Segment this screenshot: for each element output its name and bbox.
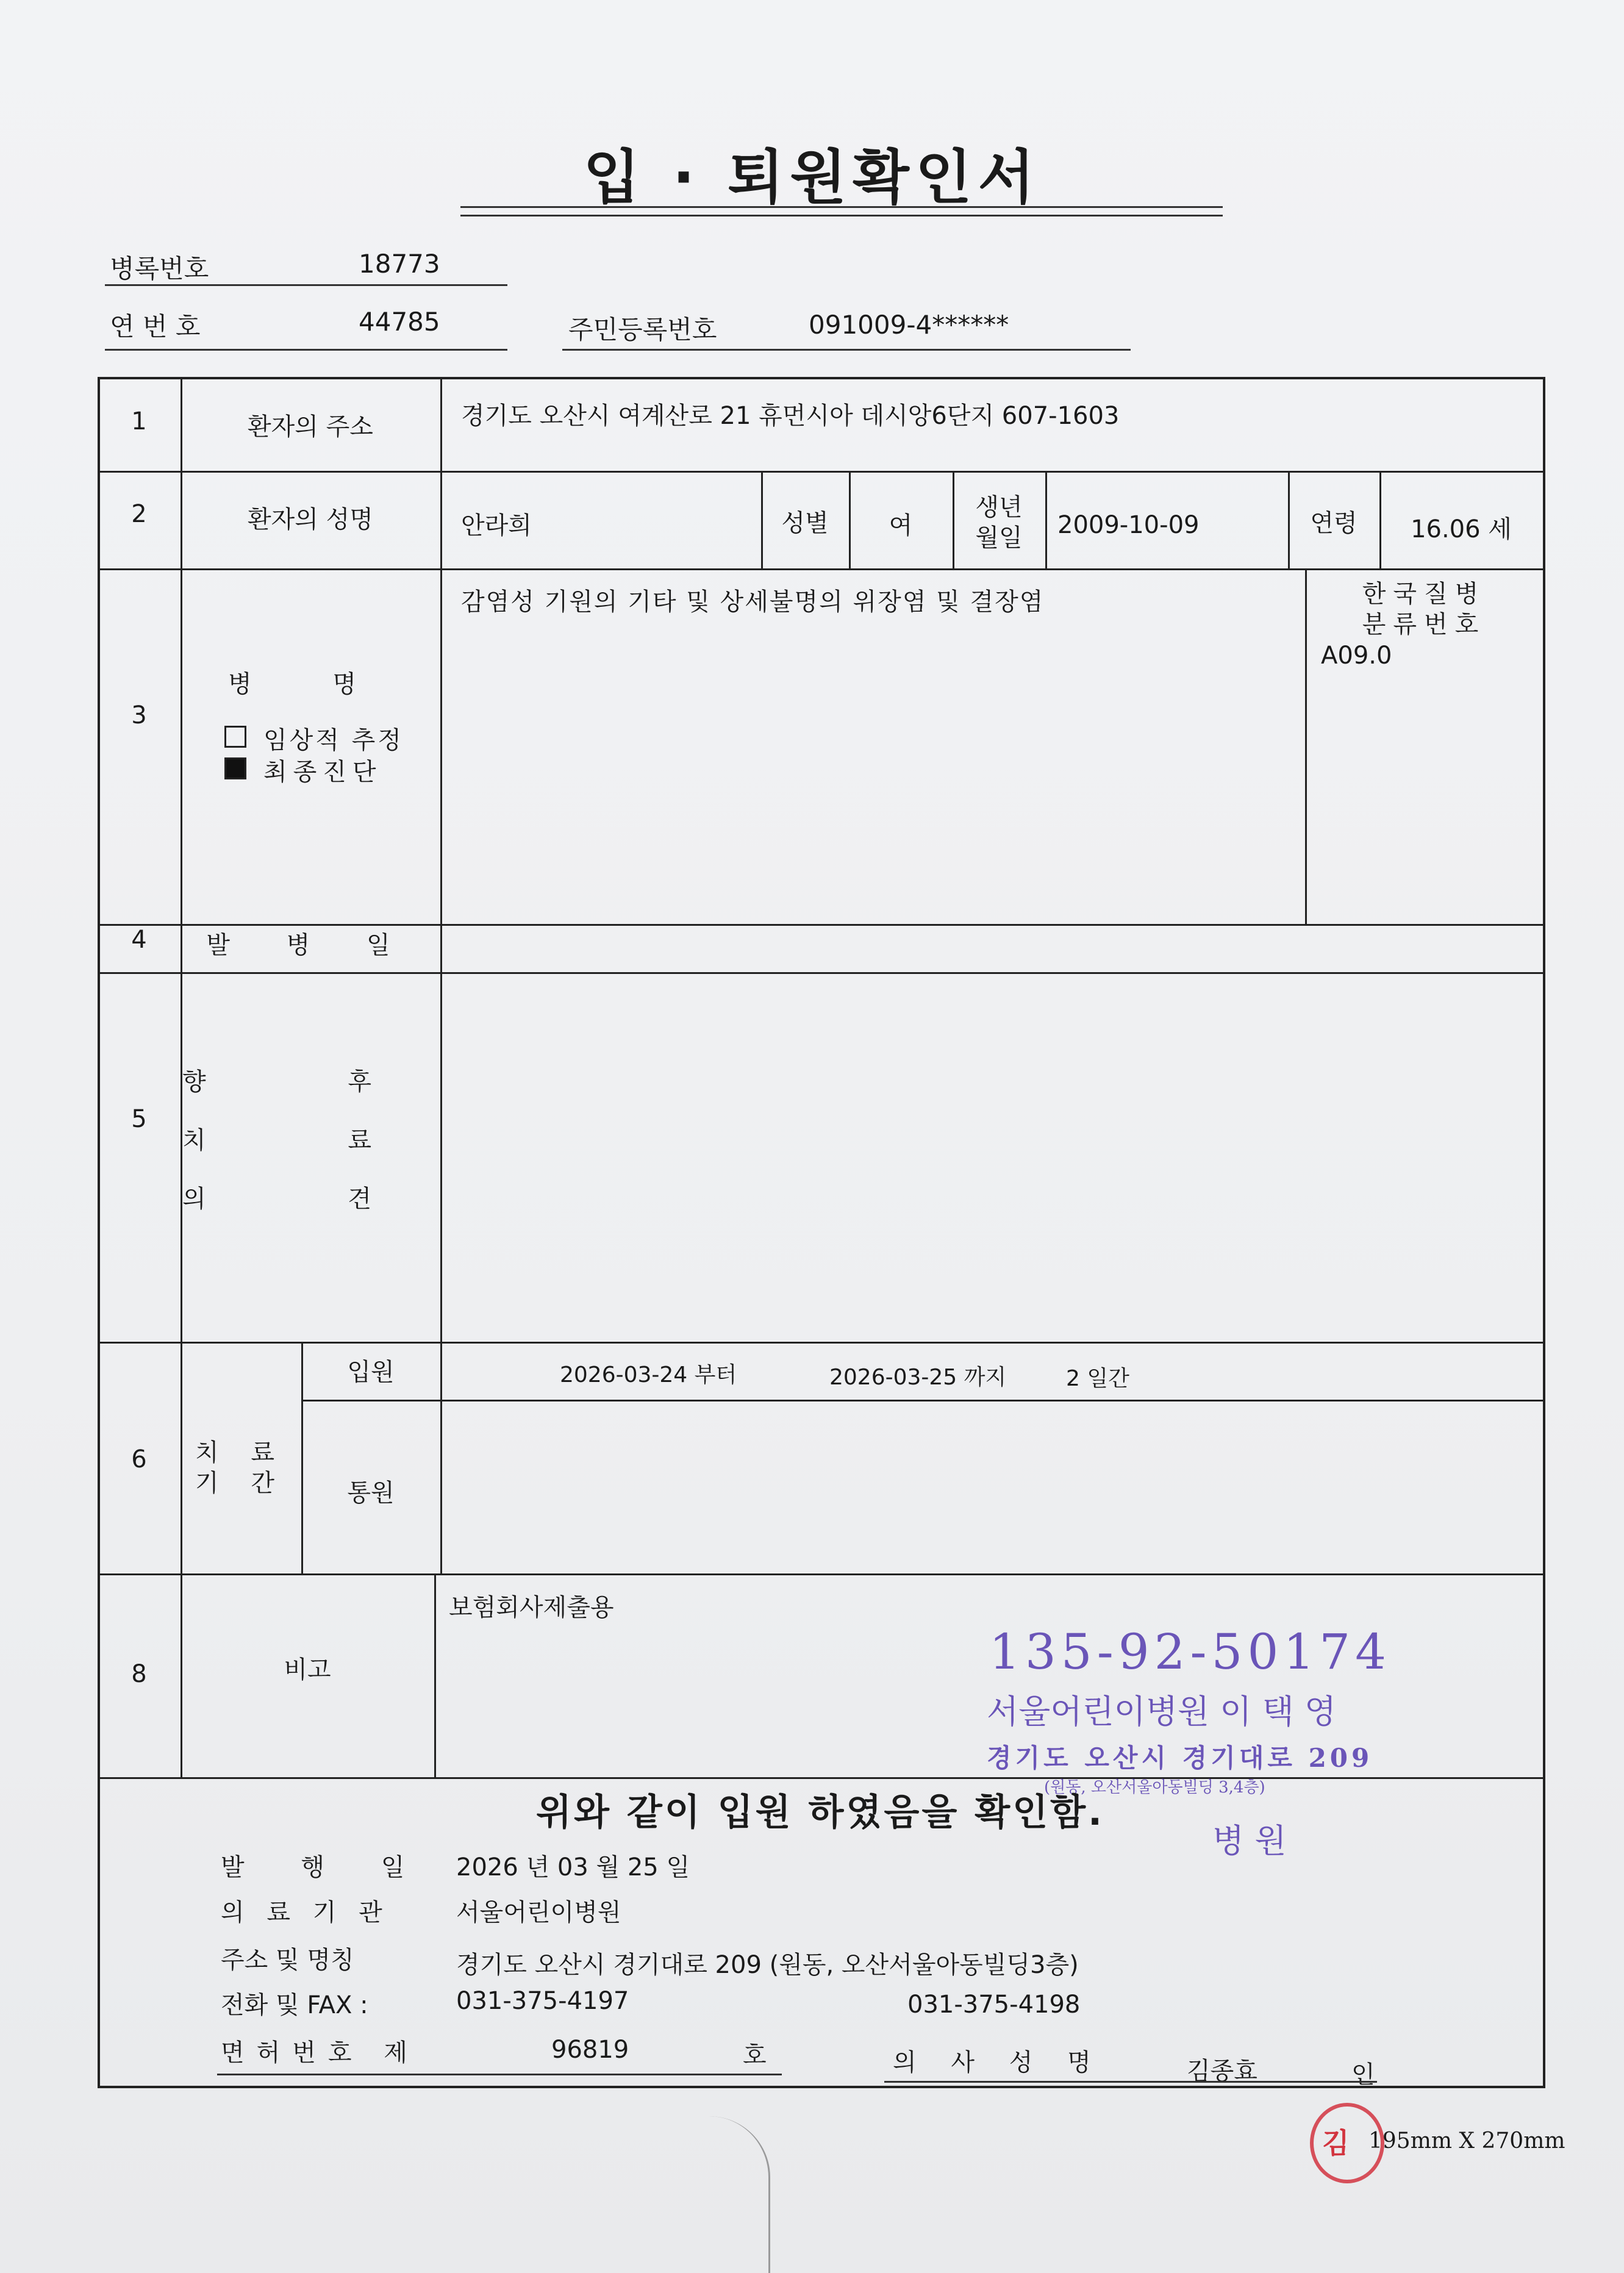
license-number: 96819 [551, 2036, 629, 2064]
inpatient-days: 2 일간 [1066, 1366, 1129, 1391]
row-number: 4 [131, 926, 147, 954]
row-number: 2 [131, 500, 147, 528]
doctor-underline [884, 2081, 1377, 2083]
document-title: 입 · 퇴원확인서 [583, 143, 1041, 212]
institution-name: 서울어린이병원 [456, 1899, 621, 1927]
record-no-label: 병록번호 [110, 254, 209, 284]
name-label: 환자의 성명 [248, 506, 373, 534]
birth-label-2: 월일 [975, 524, 1023, 552]
doctor-label: 의 사 성 명 [893, 2049, 1104, 2077]
row-divider [98, 972, 1543, 974]
clinical-estimate-checkbox[interactable] [224, 726, 246, 748]
resident-no-value: 091009-4****** [809, 310, 1009, 340]
stamp-name-line: 서울어린이병원 이 택 영 [987, 1692, 1337, 1731]
patient-name: 안라희 [461, 512, 532, 540]
row-number: 6 [131, 1445, 147, 1473]
patient-age: 16.06 세 [1411, 515, 1512, 543]
period-label-2: 기 간 [195, 1469, 287, 1497]
clinical-estimate-label: 임상적 추정 [263, 726, 404, 754]
row-number: 1 [131, 407, 147, 435]
patient-birth: 2009-10-09 [1057, 511, 1200, 539]
license-suffix: 호 [743, 2041, 767, 2069]
inpatient-label: 입원 [347, 1358, 395, 1386]
phone-fax-label: 전화 및 FAX : [221, 1991, 368, 2019]
license-label: 면허번호 제 [221, 2039, 420, 2067]
remarks-label: 비고 [284, 1656, 331, 1684]
resident-no-line [562, 349, 1131, 351]
title-underline-2 [460, 215, 1223, 217]
opinion-label-1: 향 후 [182, 1068, 438, 1096]
row-divider [98, 471, 1543, 473]
remarks-value: 보험회사제출용 [449, 1594, 614, 1622]
inpatient-from: 2026-03-24 부터 [560, 1362, 737, 1387]
seal-mark: 인 [1351, 2061, 1375, 2089]
issue-date-label: 발 행 일 [221, 1853, 429, 1881]
stamp-address-line: 경기도 오산시 경기대로 209 [987, 1743, 1373, 1773]
kcd-label-1: 한국질병 [1362, 580, 1486, 608]
age-label: 연령 [1310, 509, 1358, 537]
phone-number: 031-375-4197 [456, 1987, 629, 2015]
onset-label: 발 병 일 [206, 931, 415, 959]
address-name-label: 주소 및 명칭 [221, 1946, 354, 1974]
row-number: 8 [131, 1660, 147, 1688]
stamp-business-number: 135-92-50174 [989, 1623, 1392, 1680]
confirmation-statement: 위와 같이 입원 하였음을 확인함. [536, 1791, 1104, 1834]
institution-label: 의 료 기 관 [221, 1899, 390, 1927]
outpatient-label: 통원 [347, 1479, 395, 1507]
doctor-seal-text: 김 [1322, 2127, 1350, 2160]
row-divider [98, 568, 1543, 570]
institution-address: 경기도 오산시 경기대로 209 (원동, 오산서울아동빌딩3층) [456, 1951, 1079, 1979]
serial-no-label: 연 번 호 [110, 312, 201, 342]
opinion-label-3: 의 견 [182, 1185, 438, 1213]
stamp-hospital-line: 병 원 [1212, 1822, 1287, 1860]
page-fold-curve [695, 2116, 770, 2273]
resident-no-label: 주민등록번호 [568, 315, 717, 345]
stamp-address-sub: (원동, 오산서울아동빌딩 3,4층) [1044, 1778, 1265, 1797]
address-label: 환자의 주소 [248, 413, 373, 441]
serial-no-line [105, 349, 507, 351]
patient-address: 경기도 오산시 여계산로 21 휴먼시아 데시앙6단지 607-1603 [461, 402, 1120, 430]
sex-label: 성별 [781, 509, 829, 537]
title-underline [460, 206, 1223, 208]
opinion-label-2: 치 료 [182, 1126, 438, 1154]
license-underline [217, 2074, 782, 2075]
period-label-1: 치 료 [195, 1439, 287, 1467]
label-col-divider [434, 1573, 436, 1777]
row-divider [98, 1573, 1543, 1575]
final-diagnosis-checkbox[interactable] [224, 757, 246, 779]
row-divider [301, 1400, 1543, 1401]
row-number: 5 [131, 1105, 147, 1133]
doctor-name: 김종효 [1187, 2057, 1257, 2085]
diagnosis-label: 병 명 [228, 670, 393, 698]
row-number: 3 [131, 701, 147, 729]
paper-size-note: 195mm X 270mm [1368, 2128, 1565, 2153]
birth-label-1: 생년 [975, 493, 1023, 521]
final-diagnosis-label: 최종진단 [263, 758, 382, 786]
cell-divider [1045, 471, 1047, 568]
patient-sex: 여 [889, 512, 913, 540]
kcd-label-2: 분류번호 [1362, 610, 1486, 639]
kcd-code: A09.0 [1321, 642, 1392, 670]
fax-number: 031-375-4198 [907, 1991, 1081, 2019]
issue-date: 2026 년 03 월 25 일 [456, 1853, 690, 1881]
row-divider [98, 1342, 1543, 1344]
row-divider [98, 1777, 1543, 1779]
record-no-line [105, 284, 507, 286]
diagnosis-text: 감염성 기원의 기타 및 상세불명의 위장염 및 결장염 [461, 588, 1045, 616]
label-col-divider [440, 377, 442, 1573]
inpatient-to: 2026-03-25 까지 [829, 1365, 1007, 1390]
serial-no-value: 44785 [359, 307, 440, 337]
record-no-value: 18773 [359, 249, 440, 279]
